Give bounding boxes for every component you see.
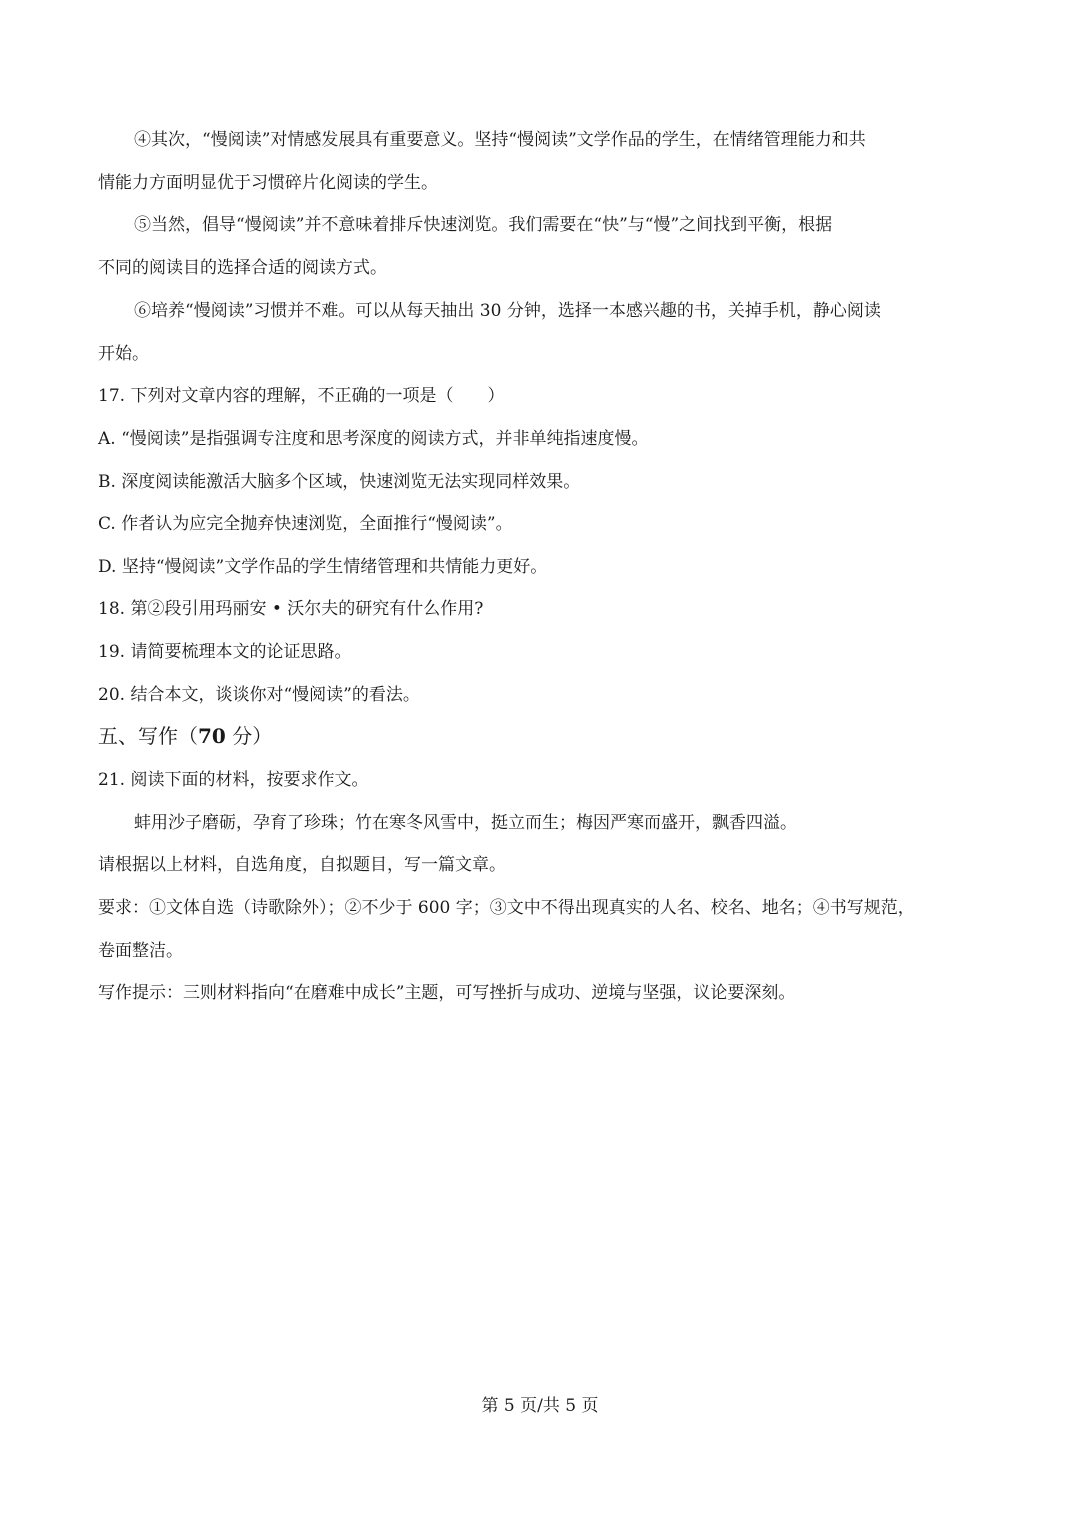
writing-instruction: 请根据以上材料，自选角度，自拟题目，写一篇文章。 [98, 855, 506, 875]
question-17: 17. 下列对文章内容的理解，不正确的一项是（ ） [98, 386, 505, 406]
section-5-heading [98, 722, 998, 750]
paragraph-6-line-2: 开始。 [98, 344, 149, 364]
section-5-heading-score: 70 [198, 724, 226, 748]
question-17-option-a: A. “慢阅读”是指强调专注度和思考深度的阅读方式，并非单纯指速度慢。 [98, 429, 649, 449]
writing-hint: 写作提示：三则材料指向“在磨难中成长”主题，可写挫折与成功、逆境与坚强，议论要深刻。 [98, 983, 796, 1003]
writing-requirements-line-1: 要求：①文体自选（诗歌除外）；②不少于 600 字；③文中不得出现真实的人名、校名、地名；④书写规范， [98, 898, 915, 918]
section-5-heading-prefix: 五、写作（ [98, 724, 198, 748]
question-17-option-c: C. 作者认为应完全抛弃快速浏览，全面推行“慢阅读”。 [98, 514, 513, 534]
question-17-option-b: B. 深度阅读能激活大脑多个区域，快速浏览无法实现同样效果。 [98, 472, 581, 492]
section-5-heading-suffix: 分） [225, 724, 273, 748]
question-21: 21. 阅读下面的材料，按要求作文。 [98, 770, 369, 790]
paragraph-4-line-2: 情能力方面明显优于习惯碎片化阅读的学生。 [98, 173, 438, 193]
question-18: 18. 第②段引用玛丽安 • 沃尔夫的研究有什么作用? [98, 599, 484, 619]
question-19: 19. 请简要梳理本文的论证思路。 [98, 642, 352, 662]
paragraph-5-line-2: 不同的阅读目的选择合适的阅读方式。 [98, 258, 387, 278]
writing-requirements-line-2: 卷面整洁。 [98, 941, 183, 961]
paragraph-6-line-1: ⑥培养“慢阅读”习惯并不难。可以从每天抽出 30 分钟，选择一本感兴趣的书，关掉手机，静心阅读 [134, 301, 881, 321]
writing-material: 蚌用沙子磨砺，孕育了珍珠；竹在寒冬风雪中，挺立而生；梅因严寒而盛开，飘香四溢。 [134, 813, 797, 833]
question-17-option-d: D. 坚持“慢阅读”文学作品的学生情绪管理和共情能力更好。 [98, 557, 548, 577]
page-footer-number: 第 5 页/共 5 页 [481, 1396, 599, 1416]
paragraph-4-line-1: ④其次，“慢阅读”对情感发展具有重要意义。坚持“慢阅读”文学作品的学生，在情绪管理能力和共 [134, 130, 866, 150]
question-20: 20. 结合本文，谈谈你对“慢阅读”的看法。 [98, 685, 420, 705]
paragraph-5-line-1: ⑤当然，倡导“慢阅读”并不意味着排斥快速浏览。我们需要在“快”与“慢”之间找到平衡，根据 [134, 215, 833, 235]
